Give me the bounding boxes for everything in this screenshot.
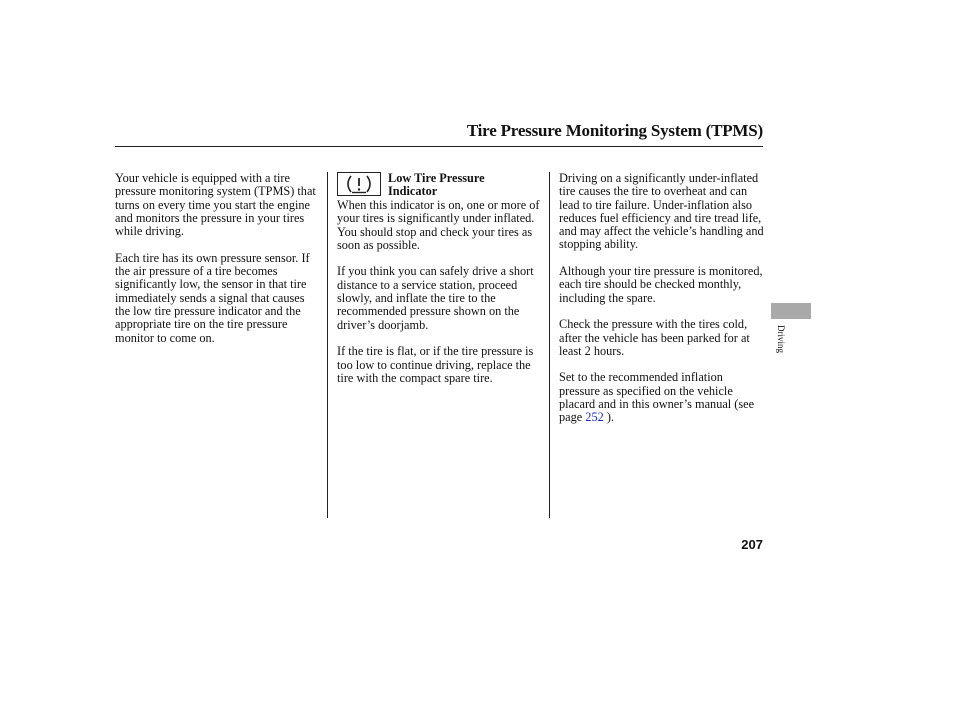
paragraph: Each tire has its own pressure sensor. If the air pressure of a tire becomes significantly low, the sensor in that tire immediately sends a signal that causes the low tire pressure indicator and the appropriate tire on the tire pressure monitor to come on. bbox=[115, 250, 310, 345]
paragraph: Although your tire pressure is monitored, each tire should be checked monthly, including the spare. bbox=[559, 264, 763, 305]
page-reference-link[interactable]: 252 bbox=[585, 410, 604, 425]
indicator-title-line: Indicator bbox=[388, 184, 438, 199]
title-rule bbox=[115, 146, 763, 147]
paragraph: If the tire is flat, or if the tire pressure is too low to continue driving, replace the tire with the compact spare tire. bbox=[337, 344, 534, 385]
section-tab bbox=[771, 303, 811, 319]
indicator-title bbox=[388, 172, 485, 199]
column-divider bbox=[549, 172, 550, 518]
section-label: Driving bbox=[776, 325, 786, 353]
column-1 bbox=[115, 172, 321, 358]
paragraph-text: ). bbox=[603, 410, 614, 425]
paragraph bbox=[559, 371, 764, 424]
indicator-title-line: Low Tire Pressure bbox=[388, 171, 485, 185]
indicator-heading bbox=[337, 172, 543, 199]
paragraph: When this indicator is on, one or more of your tires is significantly under inflated. You should stop and check your tires as soon as possible. bbox=[337, 198, 540, 252]
low-tire-pressure-icon bbox=[337, 172, 381, 196]
column-divider bbox=[327, 172, 328, 518]
column-3 bbox=[559, 172, 764, 438]
page-title: Tire Pressure Monitoring System (TPMS) bbox=[466, 121, 763, 140]
paragraph: Your vehicle is equipped with a tire pressure monitoring system (TPMS) that turns on every time you start the engine and monitors the pressure in your tires while driving. bbox=[115, 171, 316, 239]
paragraph: If you think you can safely drive a short distance to a service station, proceed slowly, and inflate the tire to the recommended pressure shown on the driver’s doorjamb. bbox=[337, 264, 534, 332]
paragraph: Driving on a significantly under-inflated tire causes the tire to overheat and can lead to tire failure. Under-inflation also reduces fuel efficiency and tire tread life, and may affect the vehicle’s handling and stopping ability. bbox=[559, 171, 764, 252]
paragraph: Check the pressure with the tires cold, after the vehicle has been parked for at least 2 hours. bbox=[559, 317, 750, 358]
page-number: 207 bbox=[741, 537, 763, 552]
column-2 bbox=[337, 172, 543, 398]
paragraph-text: Set to the recommended inflation pressure as specified on the vehicle placard and in this owner’s manual (see page bbox=[559, 370, 755, 425]
